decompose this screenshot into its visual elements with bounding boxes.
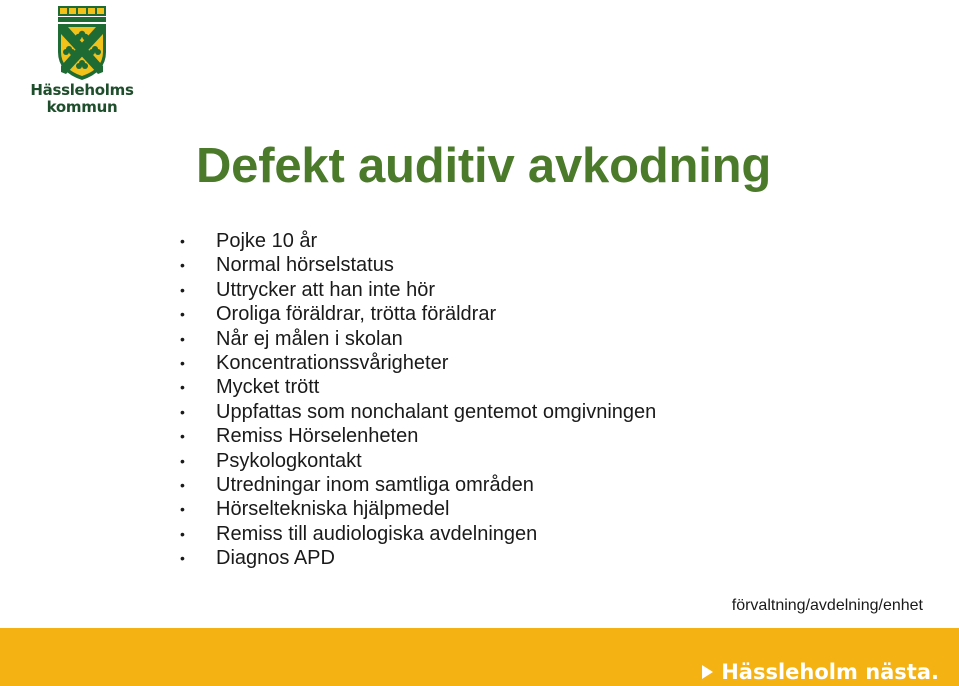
- list-item-text: Normal hörselstatus: [216, 254, 394, 277]
- list-item-text: Mycket trött: [216, 376, 320, 399]
- bullet-icon: •: [180, 306, 185, 323]
- footer-slogan: [702, 660, 939, 684]
- list-item-text: Utredningar inom samtliga områden: [216, 473, 534, 496]
- list-item: [180, 497, 656, 521]
- list-item: [180, 351, 656, 375]
- bullet-icon: •: [180, 403, 185, 420]
- bullet-icon: •: [180, 257, 185, 274]
- bullet-icon: •: [180, 354, 185, 371]
- municipality-logo: [24, 4, 140, 116]
- list-item: [180, 473, 656, 497]
- bullet-icon: •: [180, 330, 185, 347]
- list-item-text: Oroliga föräldrar, trötta föräldrar: [216, 303, 497, 326]
- bullet-icon: •: [180, 428, 185, 445]
- list-item-text: Hörseltekniska hjälpmedel: [216, 498, 450, 521]
- list-item-text: Psykologkontakt: [216, 449, 362, 472]
- list-item-text: Koncentrationssvårigheter: [216, 351, 449, 374]
- list-item-text: Remiss Hörselenheten: [216, 425, 419, 448]
- list-item: [180, 229, 656, 253]
- list-item: [180, 546, 656, 570]
- bullet-icon: •: [180, 550, 185, 567]
- list-item-text: Når ej målen i skolan: [216, 327, 403, 350]
- logo-wordmark: [24, 82, 140, 116]
- play-arrow-icon: [702, 665, 713, 679]
- list-item-text: Pojke 10 år: [216, 230, 318, 252]
- list-item: [180, 449, 656, 473]
- list-item: [180, 522, 656, 546]
- slogan-text: Hässleholm nästa.: [721, 660, 939, 684]
- list-item: [180, 278, 656, 302]
- bullet-list: [180, 229, 656, 570]
- bullet-icon: •: [180, 379, 185, 396]
- slide-title: Defekt auditiv avkodning: [196, 139, 772, 193]
- list-item: [180, 400, 656, 424]
- bullet-icon: •: [180, 525, 185, 542]
- department-label: förvaltning/avdelning/enhet: [731, 597, 923, 614]
- logo-line-1: Hässleholms: [30, 81, 134, 99]
- list-item-text: Diagnos APD: [216, 547, 335, 570]
- list-item-text: Remiss till audiologiska avdelningen: [216, 522, 538, 545]
- list-item: [180, 375, 656, 399]
- list-item: [180, 253, 656, 277]
- bullet-icon: •: [180, 452, 185, 469]
- list-item-text: Uttrycker att han inte hör: [216, 278, 435, 301]
- list-item: [180, 424, 656, 448]
- logo-line-2: kommun: [46, 98, 118, 116]
- bullet-icon: •: [180, 501, 185, 518]
- list-item: [180, 302, 656, 326]
- list-item: [180, 327, 656, 351]
- bullet-icon: •: [180, 476, 185, 493]
- coat-of-arms-icon: [56, 4, 108, 82]
- list-item-text: Uppfattas som nonchalant gentemot omgivningen: [216, 400, 657, 423]
- bullet-icon: •: [180, 281, 185, 298]
- bullet-icon: •: [180, 233, 185, 249]
